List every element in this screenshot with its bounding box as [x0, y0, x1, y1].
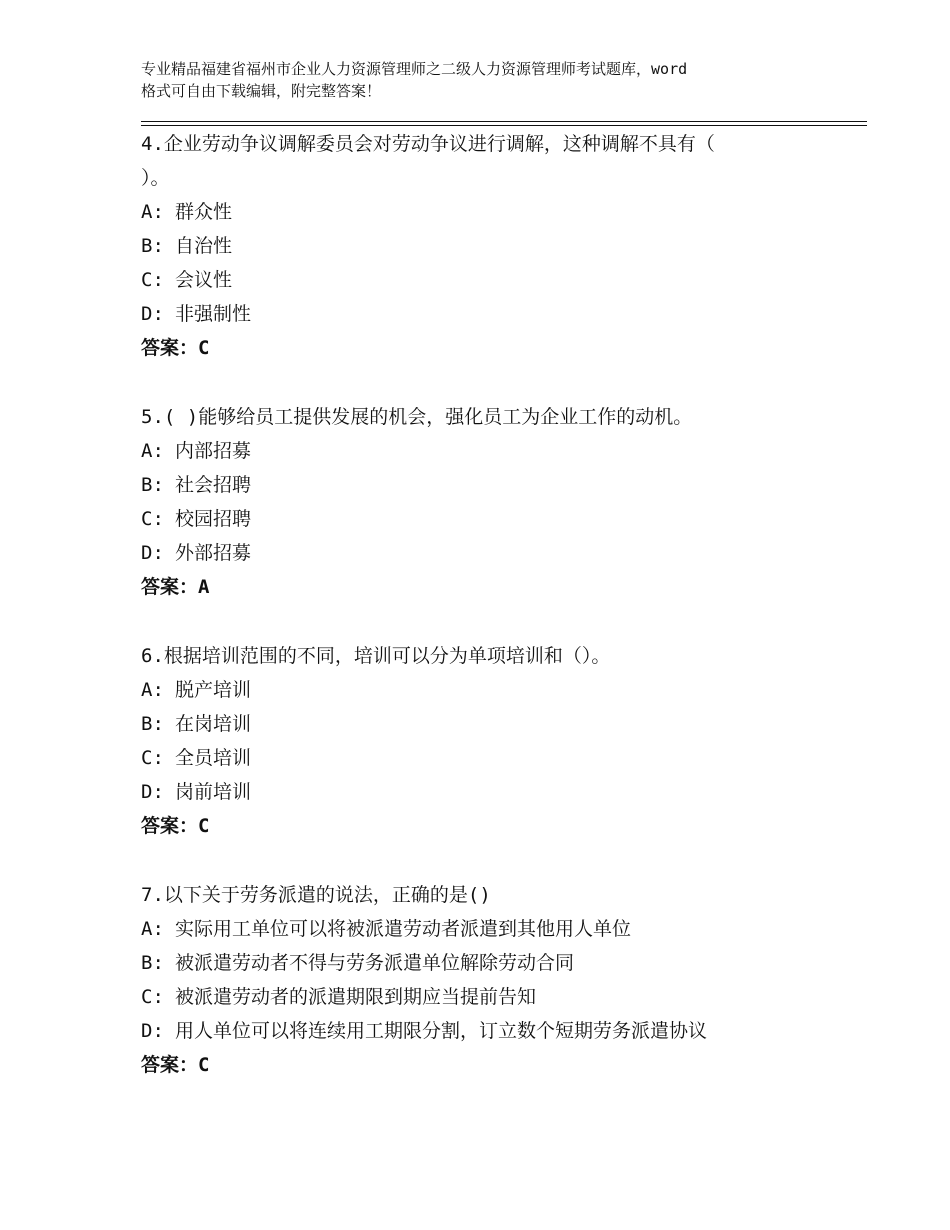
answer: 答案：C	[141, 337, 210, 359]
question-stem: 4.企业劳动争议调解委员会对劳动争议进行调解，这种调解不具有（	[141, 133, 715, 155]
option-key: B:	[141, 474, 164, 496]
option-b	[141, 707, 861, 741]
question-stem: 5.( )能够给员工提供发展的机会，强化员工为企业工作的动机。	[141, 406, 693, 428]
option-d	[141, 536, 861, 570]
option-text: 用人单位可以将连续用工期限分割，订立数个短期劳务派遣协议	[175, 1020, 708, 1042]
option-key: D:	[141, 1020, 164, 1042]
question-stem: ）。	[141, 167, 170, 189]
option-d	[141, 775, 861, 809]
option-text: 群众性	[175, 201, 233, 223]
option-key: C:	[141, 269, 164, 291]
document-header	[141, 58, 841, 102]
option-text: 非强制性	[175, 303, 252, 325]
option-b	[141, 468, 861, 502]
option-d	[141, 1014, 861, 1048]
option-text: 校园招聘	[175, 508, 252, 530]
option-text: 被派遣劳动者的派遣期限到期应当提前告知	[175, 986, 537, 1008]
option-text: 社会招聘	[175, 474, 252, 496]
option-d	[141, 297, 861, 331]
question-stem: 6.根据培训范围的不同，培训可以分为单项培训和（）。	[141, 645, 611, 667]
option-text: 全员培训	[175, 747, 252, 769]
option-key: A:	[141, 918, 164, 940]
option-key: C:	[141, 986, 164, 1008]
question-stem: 7.以下关于劳务派遣的说法，正确的是()	[141, 884, 491, 906]
answer: 答案：A	[141, 576, 210, 598]
option-text: 会议性	[175, 269, 233, 291]
option-text: 被派遣劳动者不得与劳务派遣单位解除劳动合同	[175, 952, 575, 974]
header-rule	[141, 125, 867, 126]
option-key: D:	[141, 542, 164, 564]
option-text: 在岗培训	[175, 713, 252, 735]
option-key: D:	[141, 303, 164, 325]
option-c	[141, 502, 861, 536]
option-text: 脱产培训	[175, 679, 252, 701]
answer: 答案：C	[141, 815, 210, 837]
option-text: 内部招募	[175, 440, 252, 462]
option-key: B:	[141, 713, 164, 735]
option-c	[141, 263, 861, 297]
option-a	[141, 673, 861, 707]
option-text: 外部招募	[175, 542, 252, 564]
question-6	[141, 639, 861, 843]
option-key: B:	[141, 235, 164, 257]
answer: 答案：C	[141, 1054, 210, 1076]
option-a	[141, 195, 861, 229]
option-key: C:	[141, 747, 164, 769]
header-line: 专业精品福建省福州市企业人力资源管理师之二级人力资源管理师考试题库，word	[141, 60, 688, 78]
option-text: 岗前培训	[175, 781, 252, 803]
option-key: A:	[141, 201, 164, 223]
option-b	[141, 229, 861, 263]
header-line: 格式可自由下载编辑，附完整答案！	[141, 82, 382, 100]
option-c	[141, 980, 861, 1014]
option-key: A:	[141, 440, 164, 462]
option-text: 自治性	[175, 235, 233, 257]
option-text: 实际用工单位可以将被派遣劳动者派遣到其他用人单位	[175, 918, 632, 940]
option-b	[141, 946, 861, 980]
question-5	[141, 400, 861, 604]
option-a	[141, 912, 861, 946]
option-key: A:	[141, 679, 164, 701]
header-rule	[141, 121, 867, 122]
question-4	[141, 127, 861, 365]
option-key: C:	[141, 508, 164, 530]
question-7	[141, 878, 861, 1082]
option-c	[141, 741, 861, 775]
option-key: D:	[141, 781, 164, 803]
option-key: B:	[141, 952, 164, 974]
option-a	[141, 434, 861, 468]
